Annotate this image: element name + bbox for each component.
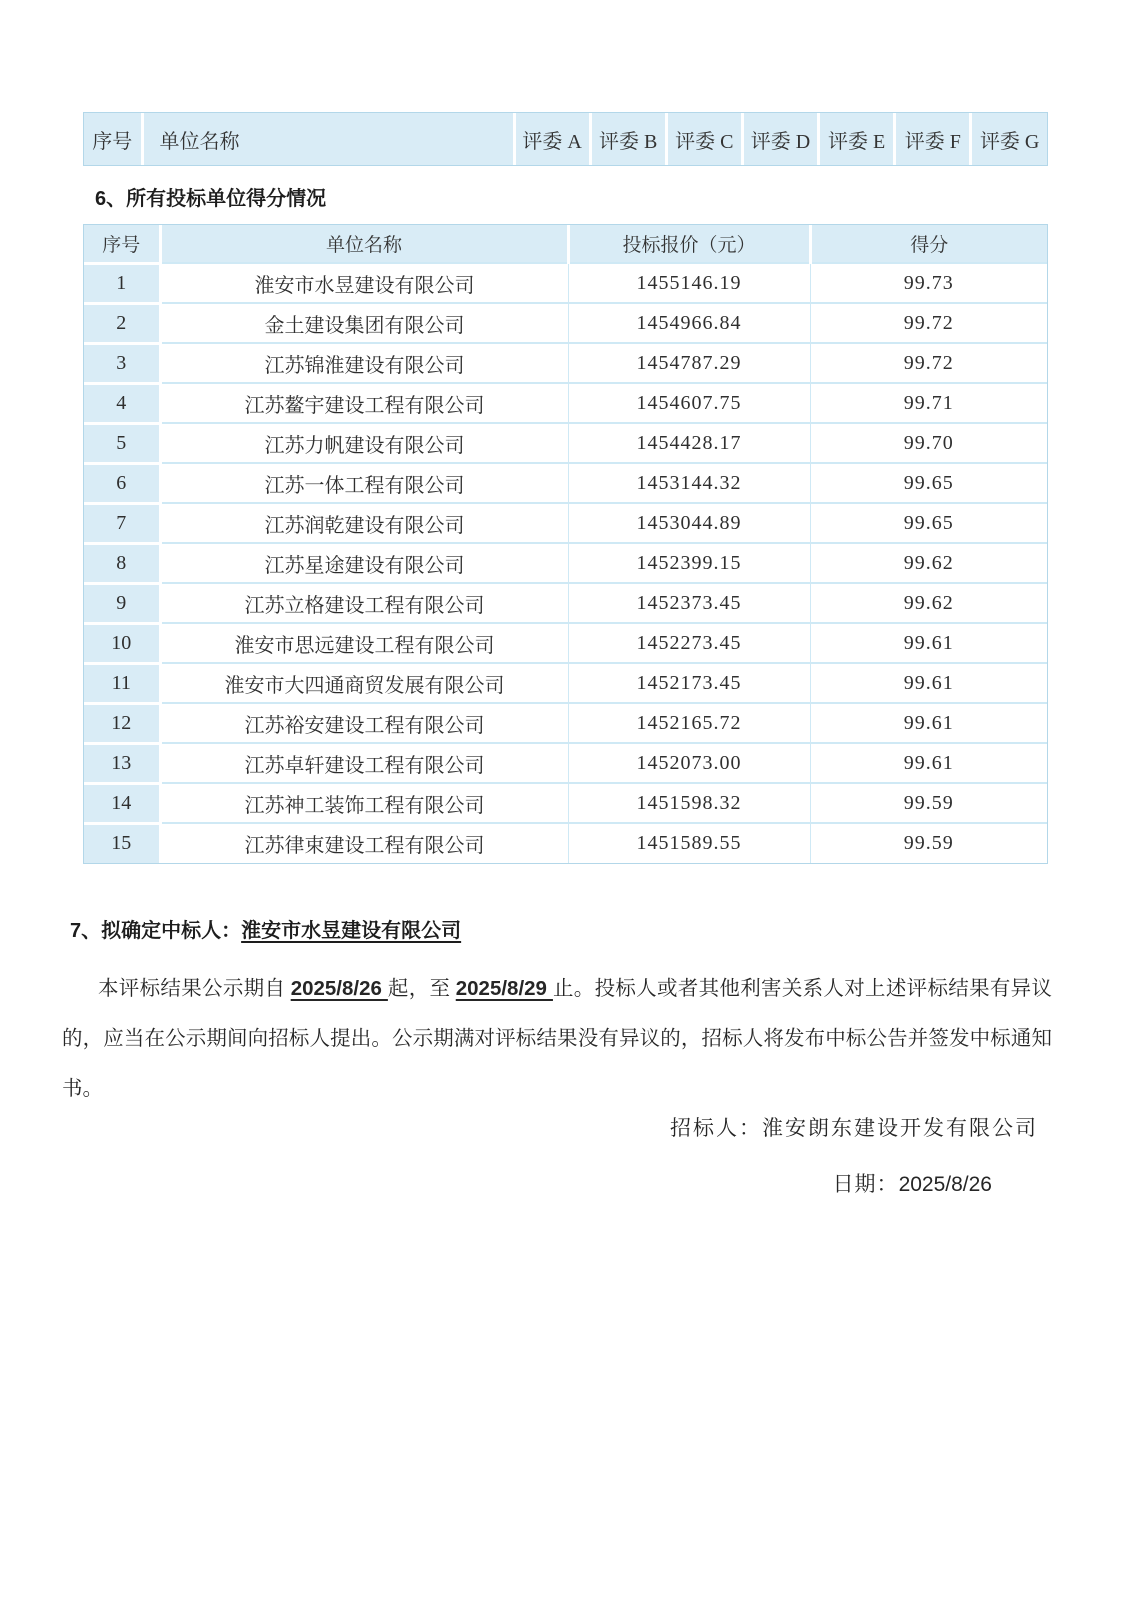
winner-name: 淮安市水昱建设有限公司 xyxy=(241,920,462,942)
row-price: 1453044.89 xyxy=(568,503,810,543)
notice-mid: 起，至 xyxy=(387,978,456,1000)
row-no: 14 xyxy=(84,783,160,823)
row-price: 1454607.75 xyxy=(568,383,810,423)
judges-header-row xyxy=(84,113,1047,165)
table-row xyxy=(84,263,1047,303)
row-price: 1452073.00 xyxy=(568,743,810,783)
row-no: 4 xyxy=(84,383,160,423)
notice-rest: 止。投标人或者其他利害关系人对上述评标结果有异议的，应当在公示期间向招标人提出。公示期满对评标结果没有异议的，招标人将发布中标公告并签发中标通知书。 xyxy=(62,978,1052,1100)
row-no: 15 xyxy=(84,823,160,863)
table-row xyxy=(84,583,1047,623)
row-price: 1451589.55 xyxy=(568,823,810,863)
row-no: 3 xyxy=(84,343,160,383)
row-price: 1454428.17 xyxy=(568,423,810,463)
tenderer-name: 淮安朗东建设开发有限公司 xyxy=(762,1116,1038,1140)
publicity-start-date: 2025/8/26 xyxy=(290,977,388,1000)
row-no: 9 xyxy=(84,583,160,623)
tenderer-line xyxy=(0,1112,1038,1142)
table-row xyxy=(84,783,1047,823)
row-score: 99.61 xyxy=(810,663,1047,703)
date-line xyxy=(0,1168,992,1198)
row-price: 1452173.45 xyxy=(568,663,810,703)
row-company: 江苏润乾建设有限公司 xyxy=(160,503,568,543)
row-score: 99.73 xyxy=(810,263,1047,303)
row-no: 6 xyxy=(84,463,160,503)
row-no: 8 xyxy=(84,543,160,583)
judges-col-1: 评委 B xyxy=(590,113,666,165)
table-row xyxy=(84,303,1047,343)
table-row xyxy=(84,423,1047,463)
row-price: 1451598.32 xyxy=(568,783,810,823)
date-value: 2025/8/26 xyxy=(898,1173,992,1196)
row-price: 1452399.15 xyxy=(568,543,810,583)
table-row xyxy=(84,343,1047,383)
row-score: 99.59 xyxy=(810,783,1047,823)
row-price: 1453144.32 xyxy=(568,463,810,503)
section7-heading xyxy=(70,914,461,943)
table-row xyxy=(84,543,1047,583)
row-price: 1455146.19 xyxy=(568,263,810,303)
row-price: 1454787.29 xyxy=(568,343,810,383)
section6-heading: 6、所有投标单位得分情况 xyxy=(95,188,327,210)
row-company: 江苏立格建设工程有限公司 xyxy=(160,583,568,623)
judges-col-3: 评委 D xyxy=(742,113,818,165)
judges-col-5: 评委 F xyxy=(895,113,971,165)
score-table xyxy=(83,224,1048,864)
row-score: 99.65 xyxy=(810,503,1047,543)
row-company: 江苏裕安建设工程有限公司 xyxy=(160,703,568,743)
row-score: 99.61 xyxy=(810,623,1047,663)
row-no: 12 xyxy=(84,703,160,743)
row-price: 1454966.84 xyxy=(568,303,810,343)
table-row xyxy=(84,743,1047,783)
row-score: 99.59 xyxy=(810,823,1047,863)
row-company: 淮安市水昱建设有限公司 xyxy=(160,263,568,303)
row-company: 江苏神工装饰工程有限公司 xyxy=(160,783,568,823)
table-row xyxy=(84,383,1047,423)
judges-col-company: 单位名称 xyxy=(142,113,514,165)
row-score: 99.65 xyxy=(810,463,1047,503)
row-company: 江苏卓轩建设工程有限公司 xyxy=(160,743,568,783)
table-row xyxy=(84,463,1047,503)
row-score: 99.70 xyxy=(810,423,1047,463)
publicity-end-date: 2025/8/29 xyxy=(455,977,553,1000)
row-company: 江苏鳌宇建设工程有限公司 xyxy=(160,383,568,423)
row-company: 金土建设集团有限公司 xyxy=(160,303,568,343)
row-no: 2 xyxy=(84,303,160,343)
row-company: 江苏一体工程有限公司 xyxy=(160,463,568,503)
row-score: 99.61 xyxy=(810,703,1047,743)
col-header-price: 投标报价（元） xyxy=(568,225,810,263)
row-score: 99.62 xyxy=(810,543,1047,583)
row-company: 江苏力帆建设有限公司 xyxy=(160,423,568,463)
judges-col-0: 评委 A xyxy=(514,113,590,165)
row-score: 99.61 xyxy=(810,743,1047,783)
judges-col-6: 评委 G xyxy=(971,113,1047,165)
row-score: 99.62 xyxy=(810,583,1047,623)
col-header-no: 序号 xyxy=(84,225,160,263)
row-score: 99.71 xyxy=(810,383,1047,423)
row-no: 11 xyxy=(84,663,160,703)
table-row xyxy=(84,823,1047,863)
row-company: 江苏锦淮建设有限公司 xyxy=(160,343,568,383)
notice-pre: 本评标结果公示期自 xyxy=(98,978,291,1000)
judges-header-table xyxy=(83,112,1048,166)
row-no: 13 xyxy=(84,743,160,783)
judges-col-no: 序号 xyxy=(84,113,142,165)
row-no: 1 xyxy=(84,263,160,303)
judges-col-2: 评委 C xyxy=(666,113,742,165)
row-company: 江苏星途建设有限公司 xyxy=(160,543,568,583)
row-no: 7 xyxy=(84,503,160,543)
row-price: 1452165.72 xyxy=(568,703,810,743)
table-row xyxy=(84,703,1047,743)
row-no: 10 xyxy=(84,623,160,663)
row-price: 1452373.45 xyxy=(568,583,810,623)
section7-label: 7、拟确定中标人： xyxy=(70,920,242,942)
row-company: 淮安市思远建设工程有限公司 xyxy=(160,623,568,663)
judges-col-4: 评委 E xyxy=(819,113,895,165)
row-company: 淮安市大四通商贸发展有限公司 xyxy=(160,663,568,703)
table-row xyxy=(84,503,1047,543)
table-row xyxy=(84,623,1047,663)
col-header-score: 得分 xyxy=(810,225,1047,263)
date-label: 日期： xyxy=(832,1172,899,1196)
col-header-company: 单位名称 xyxy=(160,225,568,263)
row-price: 1452273.45 xyxy=(568,623,810,663)
notice-paragraph xyxy=(62,964,1052,1114)
row-company: 江苏律束建设工程有限公司 xyxy=(160,823,568,863)
row-no: 5 xyxy=(84,423,160,463)
row-score: 99.72 xyxy=(810,303,1047,343)
score-table-header-row xyxy=(84,225,1047,263)
tenderer-label: 招标人： xyxy=(670,1116,762,1140)
table-row xyxy=(84,663,1047,703)
row-score: 99.72 xyxy=(810,343,1047,383)
